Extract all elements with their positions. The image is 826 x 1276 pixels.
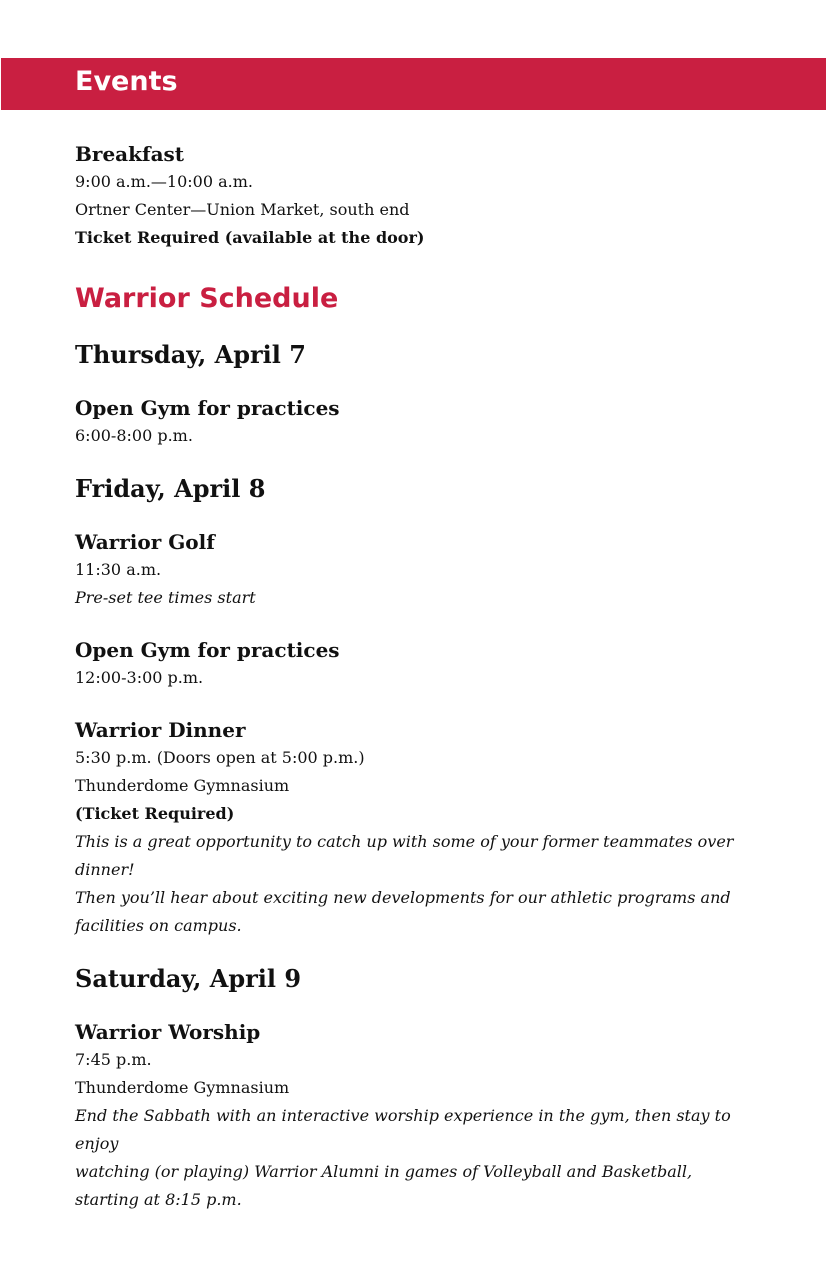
event-description-line: watching (or playing) Warrior Alumni in games of Volleyball and Basketball, <box>75 1162 693 1181</box>
event-title: Warrior Dinner <box>75 718 246 742</box>
event-time: 7:45 p.m. <box>75 1050 152 1069</box>
event-description-line: starting at 8:15 p.m. <box>75 1190 242 1209</box>
events-banner <box>1 58 826 110</box>
event-ticket-note: Ticket Required (available at the door) <box>75 228 425 247</box>
day-saturday <box>75 962 775 1214</box>
event-ticket-note: (Ticket Required) <box>75 804 235 823</box>
event-title: Breakfast <box>75 142 185 166</box>
event-warrior-worship <box>75 1018 775 1214</box>
event-description-line: Then you’ll hear about exciting new developments for our athletic programs and <box>75 888 731 907</box>
event-description-line: This is a great opportunity to catch up with some of your former teammates over dinner! <box>75 832 734 879</box>
event-time: 12:00-3:00 p.m. <box>75 668 204 687</box>
event-description-line: End the Sabbath with an interactive worship experience in the gym, then stay to enjoy <box>75 1106 731 1153</box>
event-description-line: facilities on campus. <box>75 916 242 935</box>
main-content <box>75 140 775 1214</box>
event-time: 11:30 a.m. <box>75 560 162 579</box>
event-title: Open Gym for practices <box>75 638 340 662</box>
event-location: Ortner Center—Union Market, south end <box>75 200 410 219</box>
day-heading: Saturday, April 9 <box>75 964 302 993</box>
event-location: Thunderdome Gymnasium <box>75 776 290 795</box>
event-note: Pre-set tee times start <box>75 588 256 607</box>
event-open-gym <box>75 636 775 692</box>
event-title: Open Gym for practices <box>75 396 340 420</box>
event-warrior-dinner <box>75 716 775 940</box>
banner-title: Events <box>75 66 178 97</box>
breakfast-event <box>75 140 775 252</box>
day-heading: Friday, April 8 <box>75 474 266 503</box>
event-time: 9:00 a.m.—10:00 a.m. <box>75 172 253 191</box>
schedule-heading: Warrior Schedule <box>75 283 339 314</box>
event-time: 5:30 p.m. (Doors open at 5:00 p.m.) <box>75 748 365 767</box>
event-title: Warrior Worship <box>75 1020 261 1044</box>
day-heading: Thursday, April 7 <box>75 340 306 369</box>
day-thursday <box>75 338 775 450</box>
event-title: Warrior Golf <box>75 530 215 554</box>
event-open-gym <box>75 394 775 450</box>
event-warrior-golf <box>75 528 775 612</box>
event-location: Thunderdome Gymnasium <box>75 1078 290 1097</box>
event-time: 6:00-8:00 p.m. <box>75 426 193 445</box>
day-friday <box>75 472 775 940</box>
